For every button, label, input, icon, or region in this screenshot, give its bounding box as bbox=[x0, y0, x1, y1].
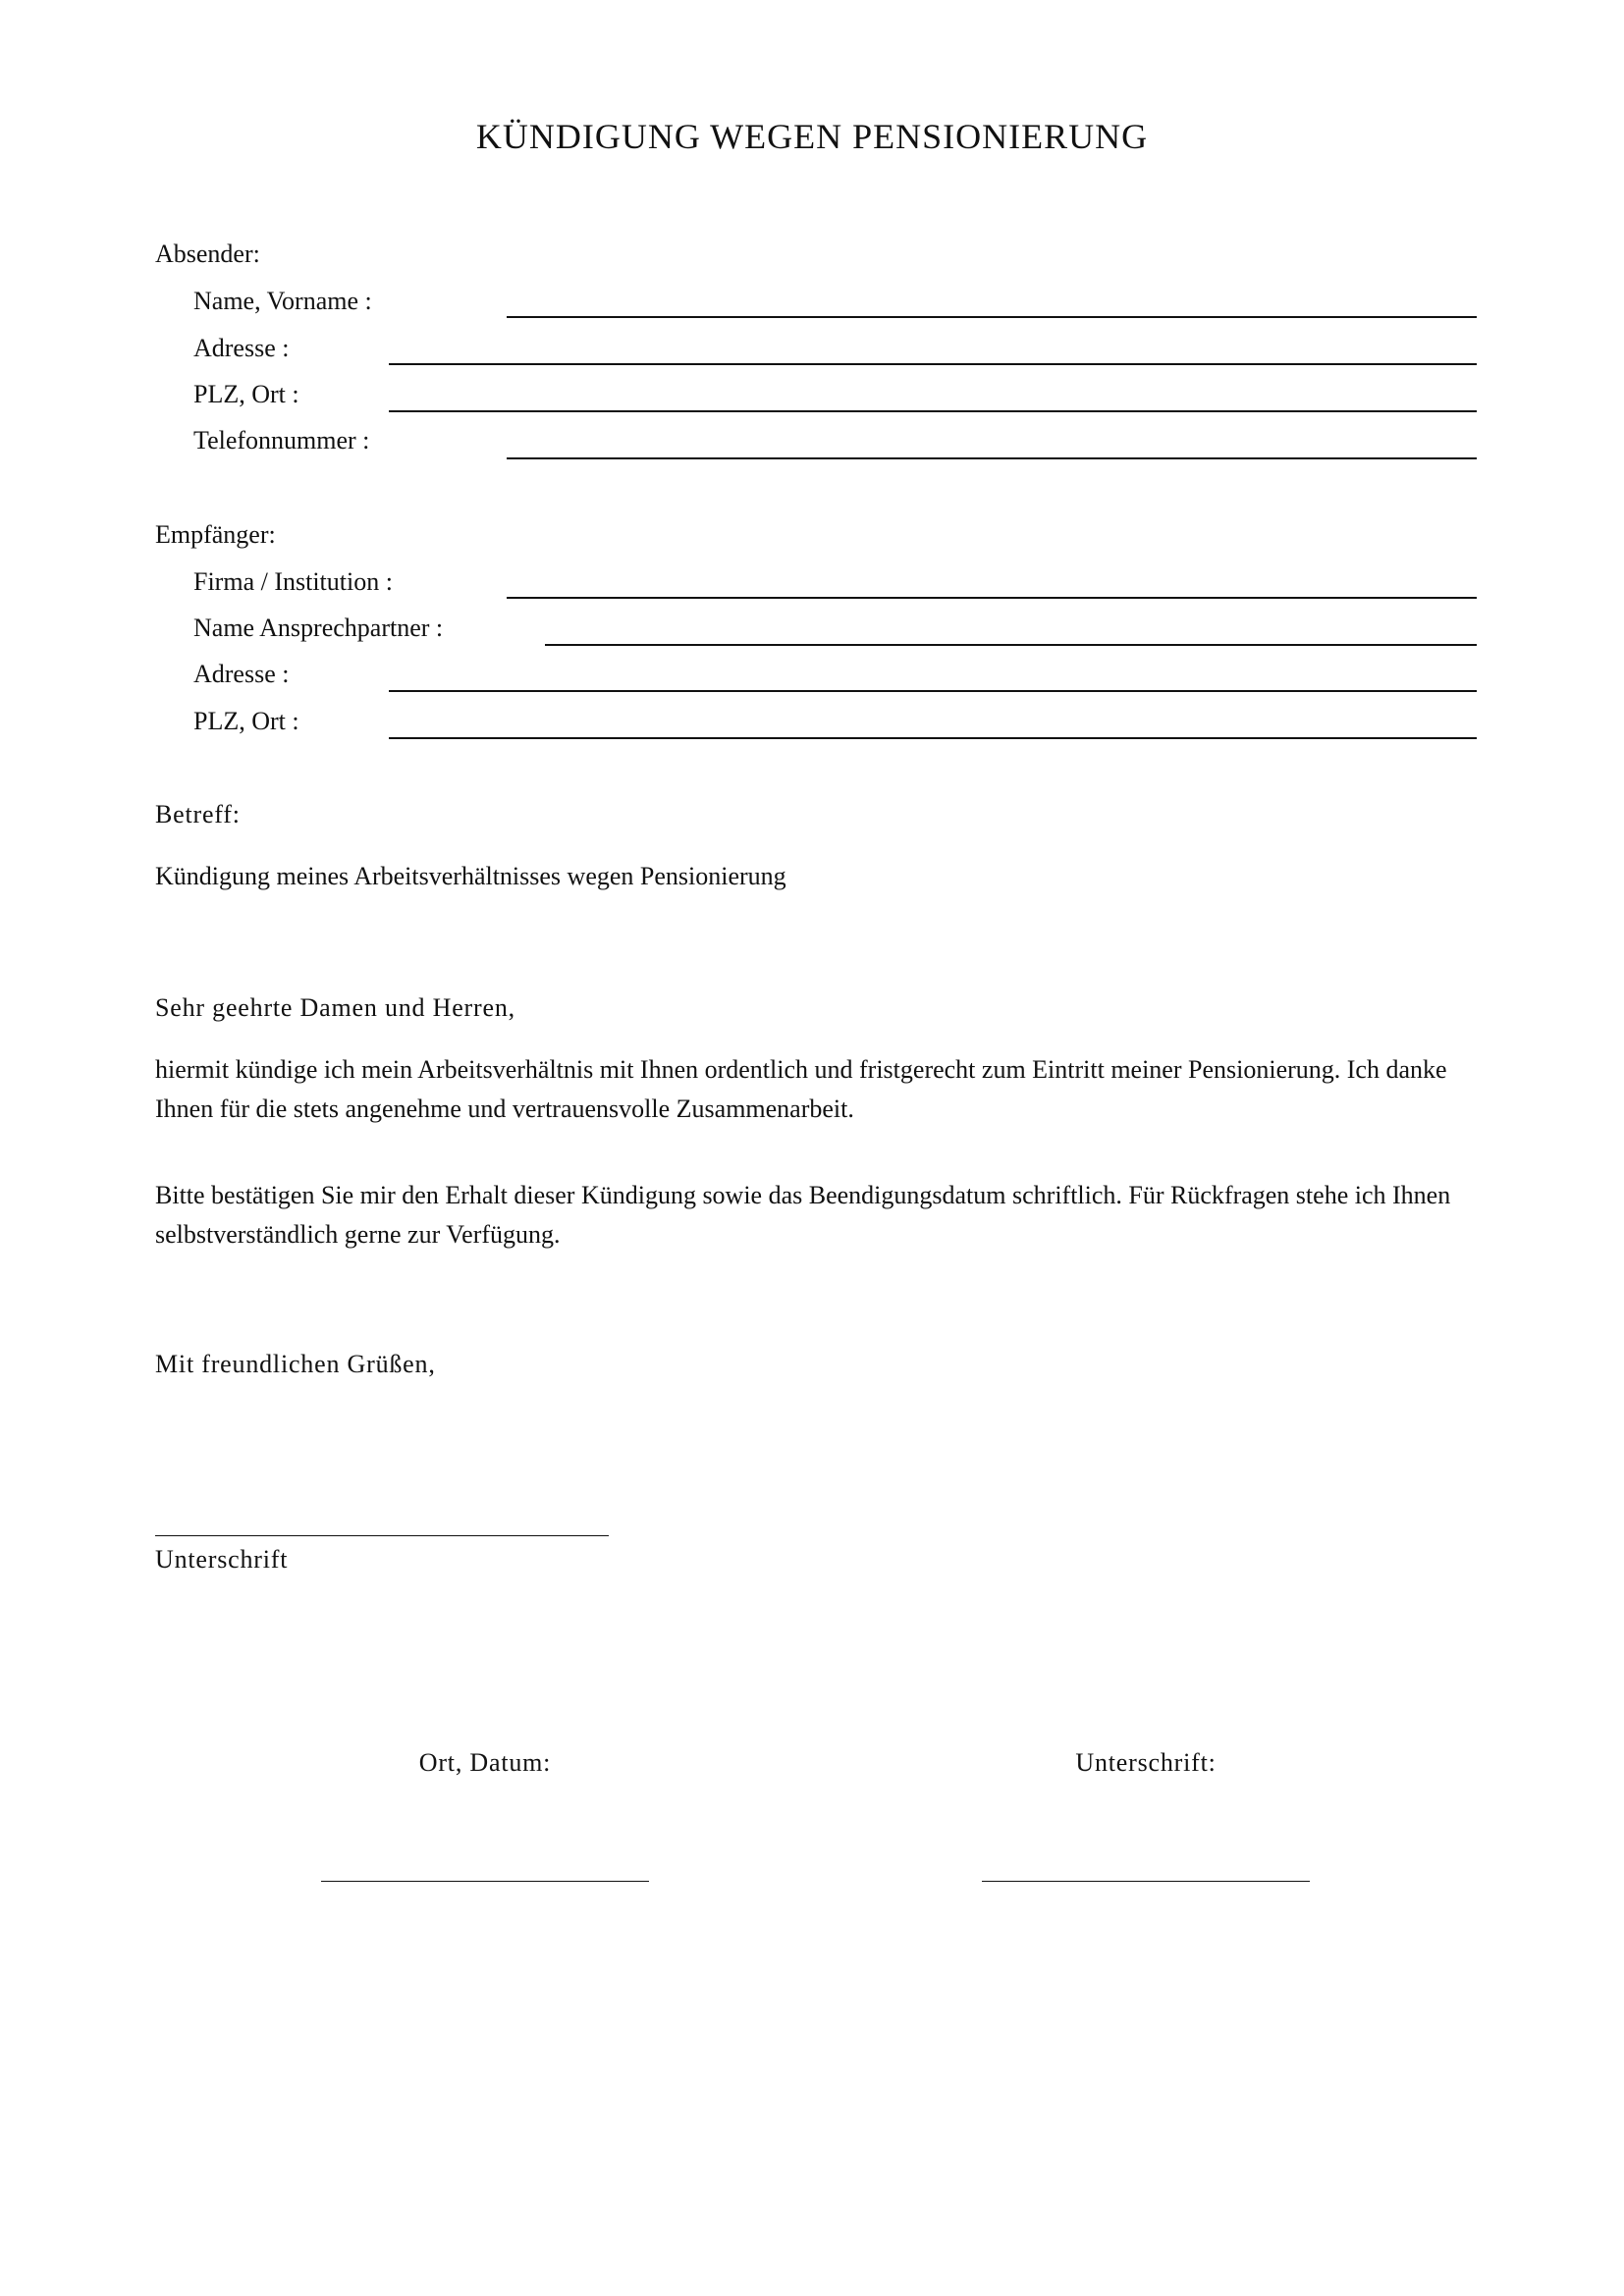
sender-zip-city-field[interactable] bbox=[389, 410, 1477, 412]
recipient-address-field[interactable] bbox=[389, 690, 1477, 692]
footer-signature-label: Unterschrift: bbox=[1075, 1748, 1217, 1777]
salutation: Sehr geehrte Damen und Herren, bbox=[155, 993, 515, 1022]
recipient-zip-city-label: PLZ, Ort : bbox=[193, 707, 299, 735]
signature-label: Unterschrift bbox=[155, 1545, 289, 1574]
recipient-heading: Empfänger: bbox=[155, 520, 276, 549]
sender-heading: Absender: bbox=[155, 240, 260, 268]
sender-address-label: Adresse : bbox=[193, 334, 290, 362]
subject-text: Kündigung meines Arbeitsverhältnisses wegen Pensionierung bbox=[155, 862, 786, 890]
recipient-contact-label: Name Ansprechpartner : bbox=[193, 614, 444, 642]
place-date-label: Ort, Datum: bbox=[418, 1748, 552, 1777]
footer-signature-line[interactable] bbox=[982, 1881, 1310, 1882]
signature-line[interactable] bbox=[155, 1535, 609, 1536]
sender-zip-city-label: PLZ, Ort : bbox=[193, 380, 299, 408]
document-title: KÜNDIGUNG WEGEN PENSIONIERUNG bbox=[475, 117, 1149, 156]
body-paragraph-1: hiermit kündige ich mein Arbeitsverhältnis mit Ihnen ordentlich und fristgerecht zum Eintritt meiner Pensionierung. Ich danke Ihnen für die stets angenehme und vertrauensvolle Zusammenarbeit. bbox=[155, 1055, 1447, 1123]
recipient-company-field[interactable] bbox=[507, 597, 1477, 599]
recipient-zip-city-field[interactable] bbox=[389, 737, 1477, 739]
recipient-contact-field[interactable] bbox=[545, 644, 1477, 646]
sender-name-field[interactable] bbox=[507, 316, 1477, 318]
sender-address-field[interactable] bbox=[389, 363, 1477, 365]
subject-heading: Betreff: bbox=[155, 800, 241, 828]
sender-phone-field[interactable] bbox=[507, 457, 1477, 459]
recipient-address-label: Adresse : bbox=[193, 660, 290, 688]
sender-name-label: Name, Vorname : bbox=[193, 287, 372, 315]
recipient-company-label: Firma / Institution : bbox=[193, 567, 393, 596]
sender-phone-label: Telefonnummer : bbox=[193, 426, 370, 454]
body-paragraph-2: Bitte bestätigen Sie mir den Erhalt dieser Kündigung sowie das Beendigungsdatum schriftlich. Für Rückfragen stehe ich Ihnen selbstverständlich gerne zur Verfügung. bbox=[155, 1181, 1451, 1249]
closing: Mit freundlichen Grüßen, bbox=[155, 1350, 436, 1378]
place-date-line[interactable] bbox=[321, 1881, 649, 1882]
